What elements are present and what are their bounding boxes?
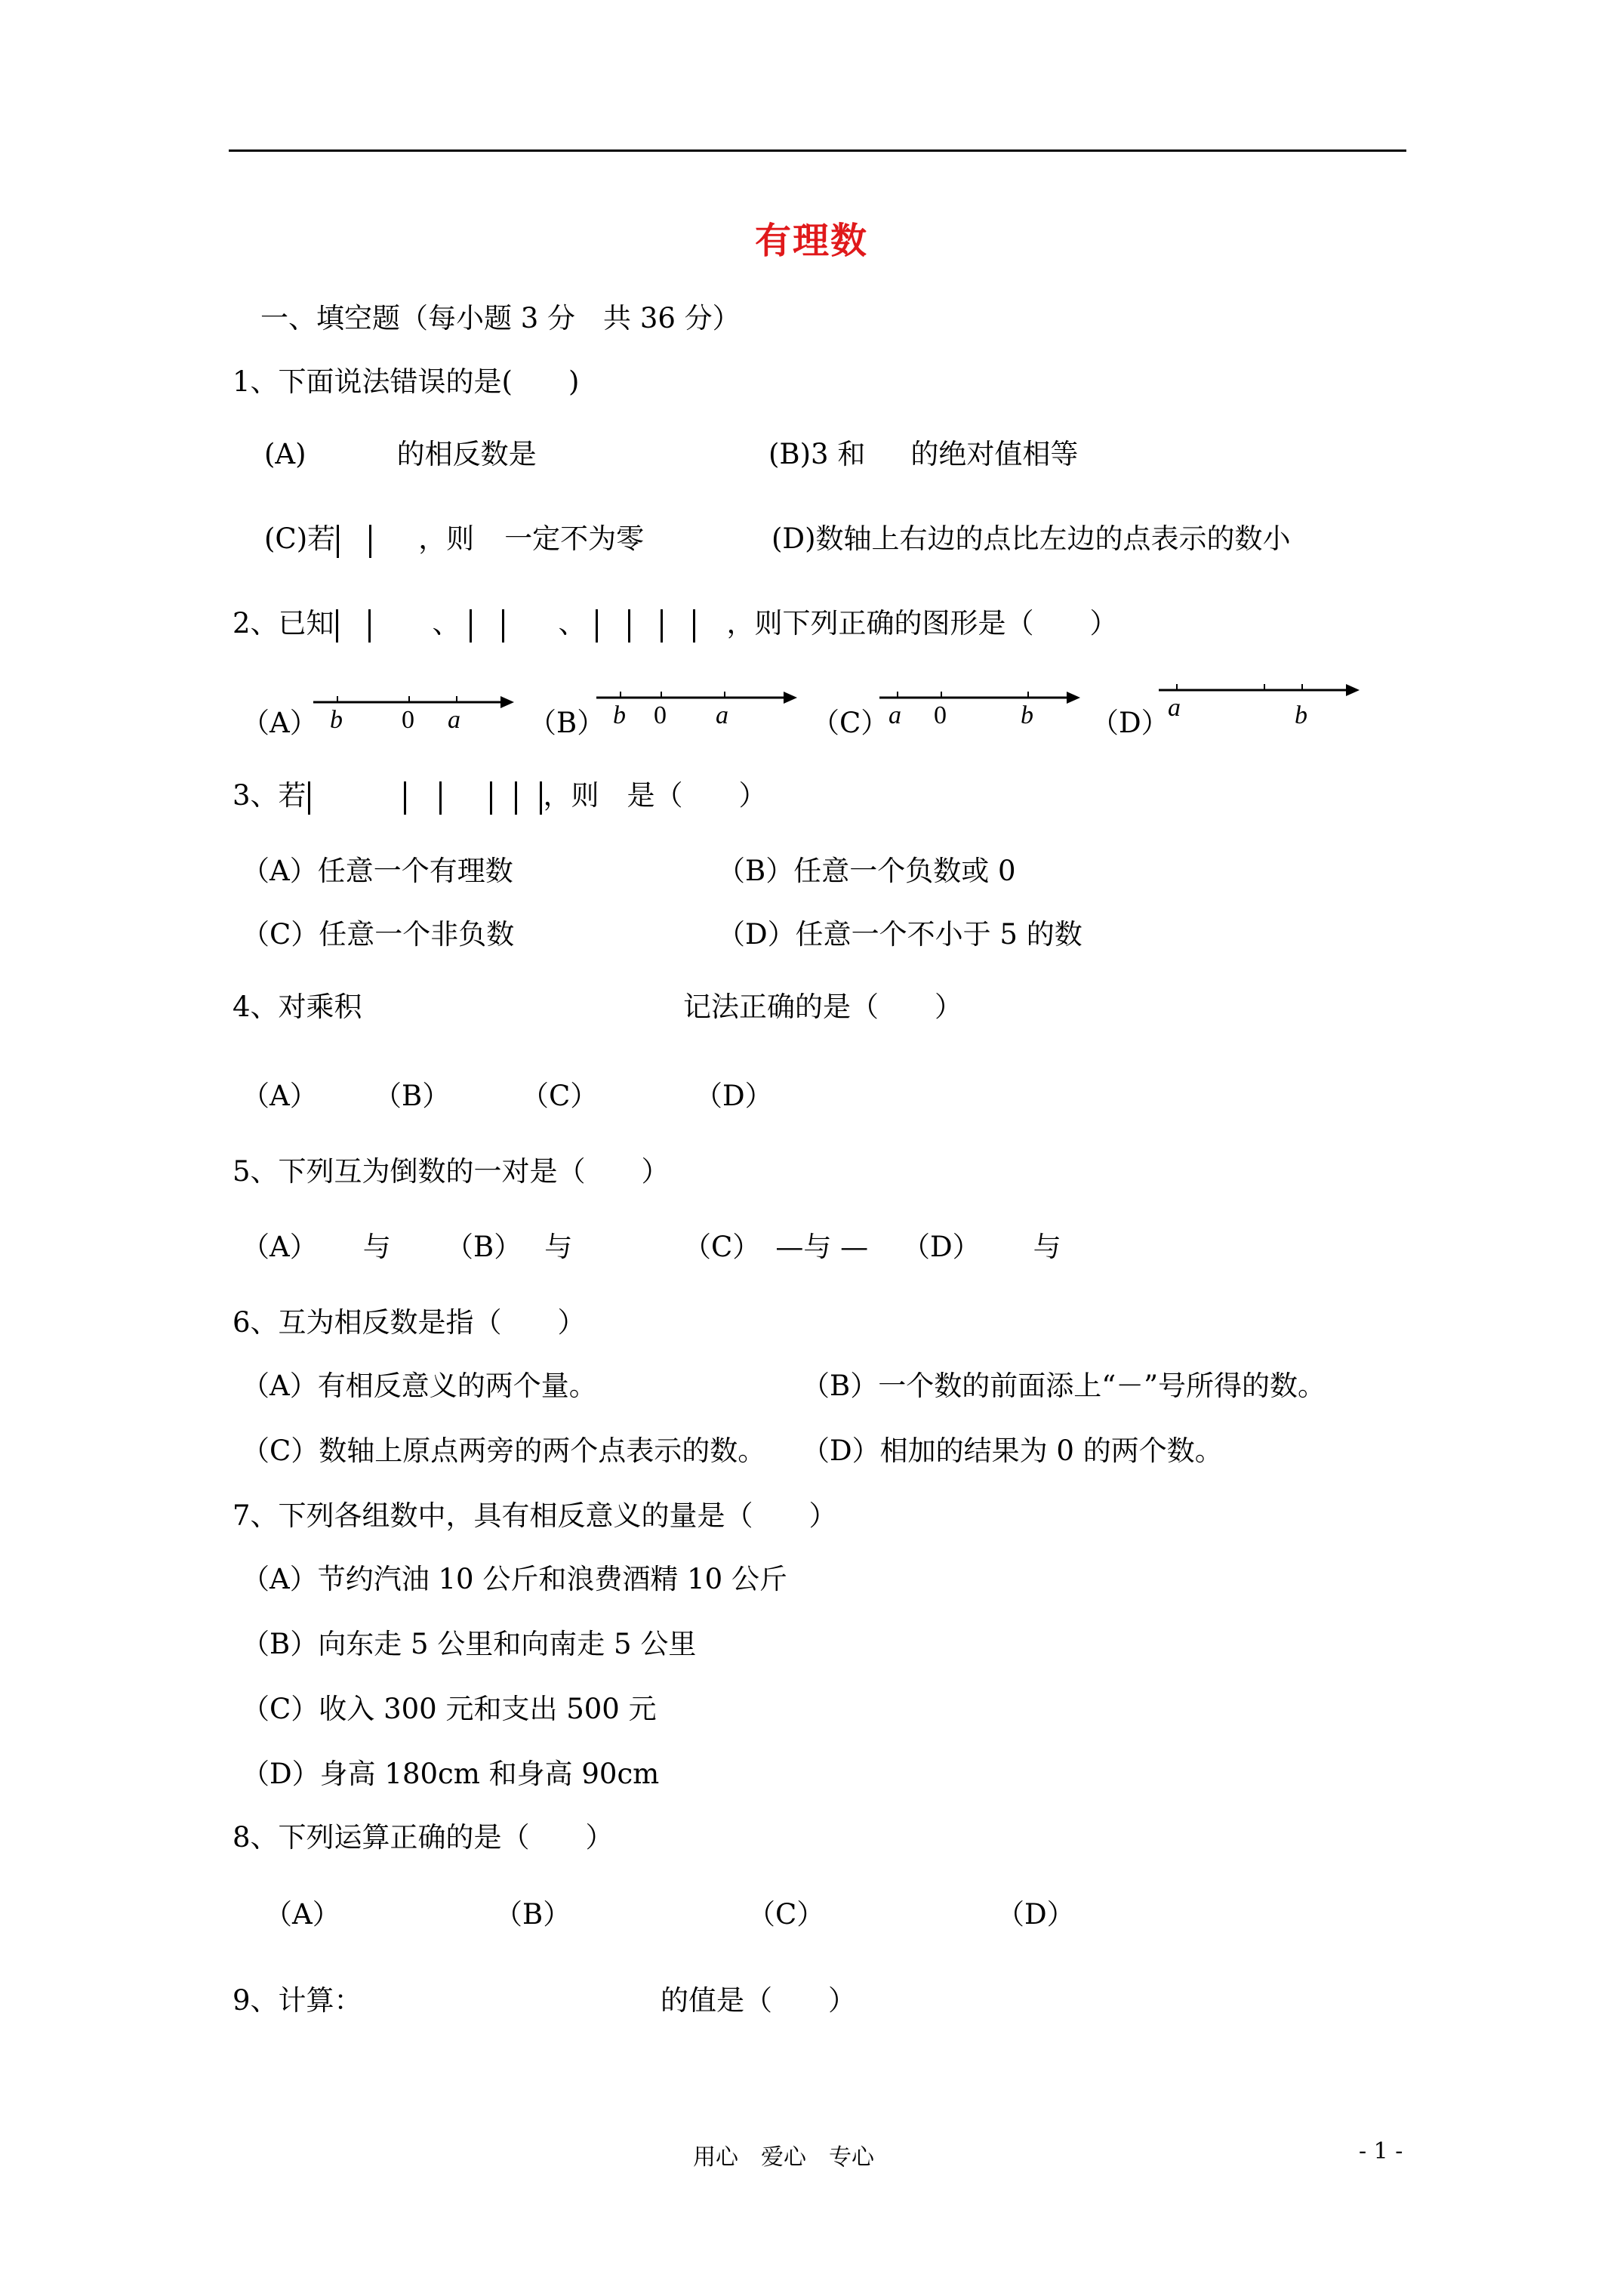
q3-stem: 3、若 ，则 是（ ） [233, 778, 767, 815]
q2-option-b-label: （B） [528, 707, 605, 739]
q5-option-c: （C） —与 — [683, 1231, 869, 1263]
q5-stem: 5、下列互为倒数的一对是（ ） [233, 1155, 670, 1188]
q2-stem: 2、已知 、 、 ，则下列正确的图形是（ ） [233, 606, 1118, 643]
header-rule [229, 149, 1406, 152]
label-zero: 0 [654, 701, 667, 729]
number-line-b [596, 680, 800, 732]
q6-option-c: （C）数轴上原点两旁的两个点表示的数。 [242, 1435, 766, 1467]
abs-bar [693, 609, 695, 643]
q7-option-d: （D）身高 180cm 和身高 90cm [242, 1758, 660, 1790]
q2-option-c-label: （C） [812, 707, 889, 739]
abs-bar [628, 609, 630, 643]
q1-option-b: (B)3 和 的绝对值相等 [768, 438, 1079, 470]
abs-bar [439, 781, 442, 815]
q7-stem: 7、下列各组数中，具有相反意义的量是（ ） [233, 1499, 837, 1532]
q3-option-d: （D）任意一个不小于 5 的数 [717, 918, 1083, 951]
abs-bar [470, 609, 472, 643]
abs-bar [596, 609, 598, 643]
q5-option-a: （A） 与 [242, 1231, 391, 1263]
q3-option-c: （C）任意一个非负数 [242, 918, 515, 951]
label-a: a [888, 701, 901, 729]
q4-option-d: （D） [694, 1080, 773, 1112]
q6-option-d: （D）相加的结果为 0 的两个数。 [802, 1435, 1223, 1467]
footer-slogan: 用心 爱心 专心 [693, 2144, 874, 2171]
section-heading: 一、填空题（每小题 3 分 共 36 分） [260, 302, 741, 334]
abs-bar [308, 781, 310, 815]
label-zero: 0 [402, 706, 414, 734]
label-a: a [1168, 694, 1181, 722]
label-zero: 0 [934, 701, 947, 729]
q1-option-a: (A) 的相反数是 [264, 438, 537, 470]
q2-option-d-label: （D） [1091, 707, 1169, 739]
label-a: a [448, 706, 460, 734]
number-line-d [1159, 672, 1363, 725]
q8-stem: 8、下列运算正确的是（ ） [233, 1821, 614, 1854]
page-number: - 1 - [1359, 2138, 1403, 2165]
q8-option-c: （C） [747, 1898, 825, 1931]
label-a: a [716, 701, 728, 729]
q5-option-d: （D） 与 [902, 1231, 1061, 1263]
page-title: 有理数 [754, 220, 868, 262]
abs-bar [368, 609, 371, 643]
q4-option-b: （B） [374, 1080, 451, 1112]
q4-option-a: （A） [242, 1080, 318, 1112]
abs-bar [337, 525, 339, 558]
q8-option-d: （D） [996, 1898, 1075, 1931]
abs-bar [490, 781, 492, 815]
number-line-a [313, 684, 517, 737]
q6-option-b: （B）一个数的前面添上“－”号所得的数。 [802, 1370, 1326, 1402]
abs-bar [515, 781, 517, 815]
abs-bar [369, 525, 371, 558]
label-b: b [1021, 701, 1033, 729]
q4-stem-end: 记法正确的是（ ） [683, 991, 962, 1023]
q1-stem: 1、下面说法错误的是( ) [233, 365, 580, 398]
q9-stem-end: 的值是（ ） [661, 1984, 856, 2017]
q2-option-a-label: （A） [242, 707, 318, 739]
q1-option-d: (D)数轴上右边的点比左边的点表示的数小 [771, 522, 1291, 555]
q8-option-a: （A） [264, 1898, 340, 1931]
q5-option-b: （B） 与 [445, 1231, 573, 1263]
label-b: b [330, 706, 343, 734]
q3-option-b: （B）任意一个负数或 0 [717, 855, 1016, 887]
abs-bar [336, 609, 338, 643]
q7-option-a: （A）节约汽油 10 公斤和浪费酒精 10 公斤 [242, 1563, 787, 1595]
q4-option-c: （C） [521, 1080, 599, 1112]
label-b: b [613, 701, 626, 729]
abs-bar [404, 781, 406, 815]
abs-bar [502, 609, 504, 643]
number-line-c [879, 680, 1083, 732]
q6-option-a: （A）有相反意义的两个量。 [242, 1370, 597, 1402]
q1-option-c: (C)若 ，则 一定不为零 [264, 521, 644, 558]
q4-stem-start: 4、对乘积 [233, 991, 362, 1023]
q7-option-b: （B）向东走 5 公里和向南走 5 公里 [242, 1628, 697, 1660]
q9-stem-start: 9、计算： [233, 1984, 362, 2017]
label-b: b [1295, 701, 1307, 725]
abs-bar [540, 781, 542, 815]
q6-stem: 6、互为相反数是指（ ） [233, 1306, 586, 1339]
q3-option-a: （A）任意一个有理数 [242, 855, 513, 887]
abs-bar [661, 609, 663, 643]
q8-option-b: （B） [494, 1898, 571, 1931]
q7-option-c: （C）收入 300 元和支出 500 元 [242, 1693, 657, 1725]
